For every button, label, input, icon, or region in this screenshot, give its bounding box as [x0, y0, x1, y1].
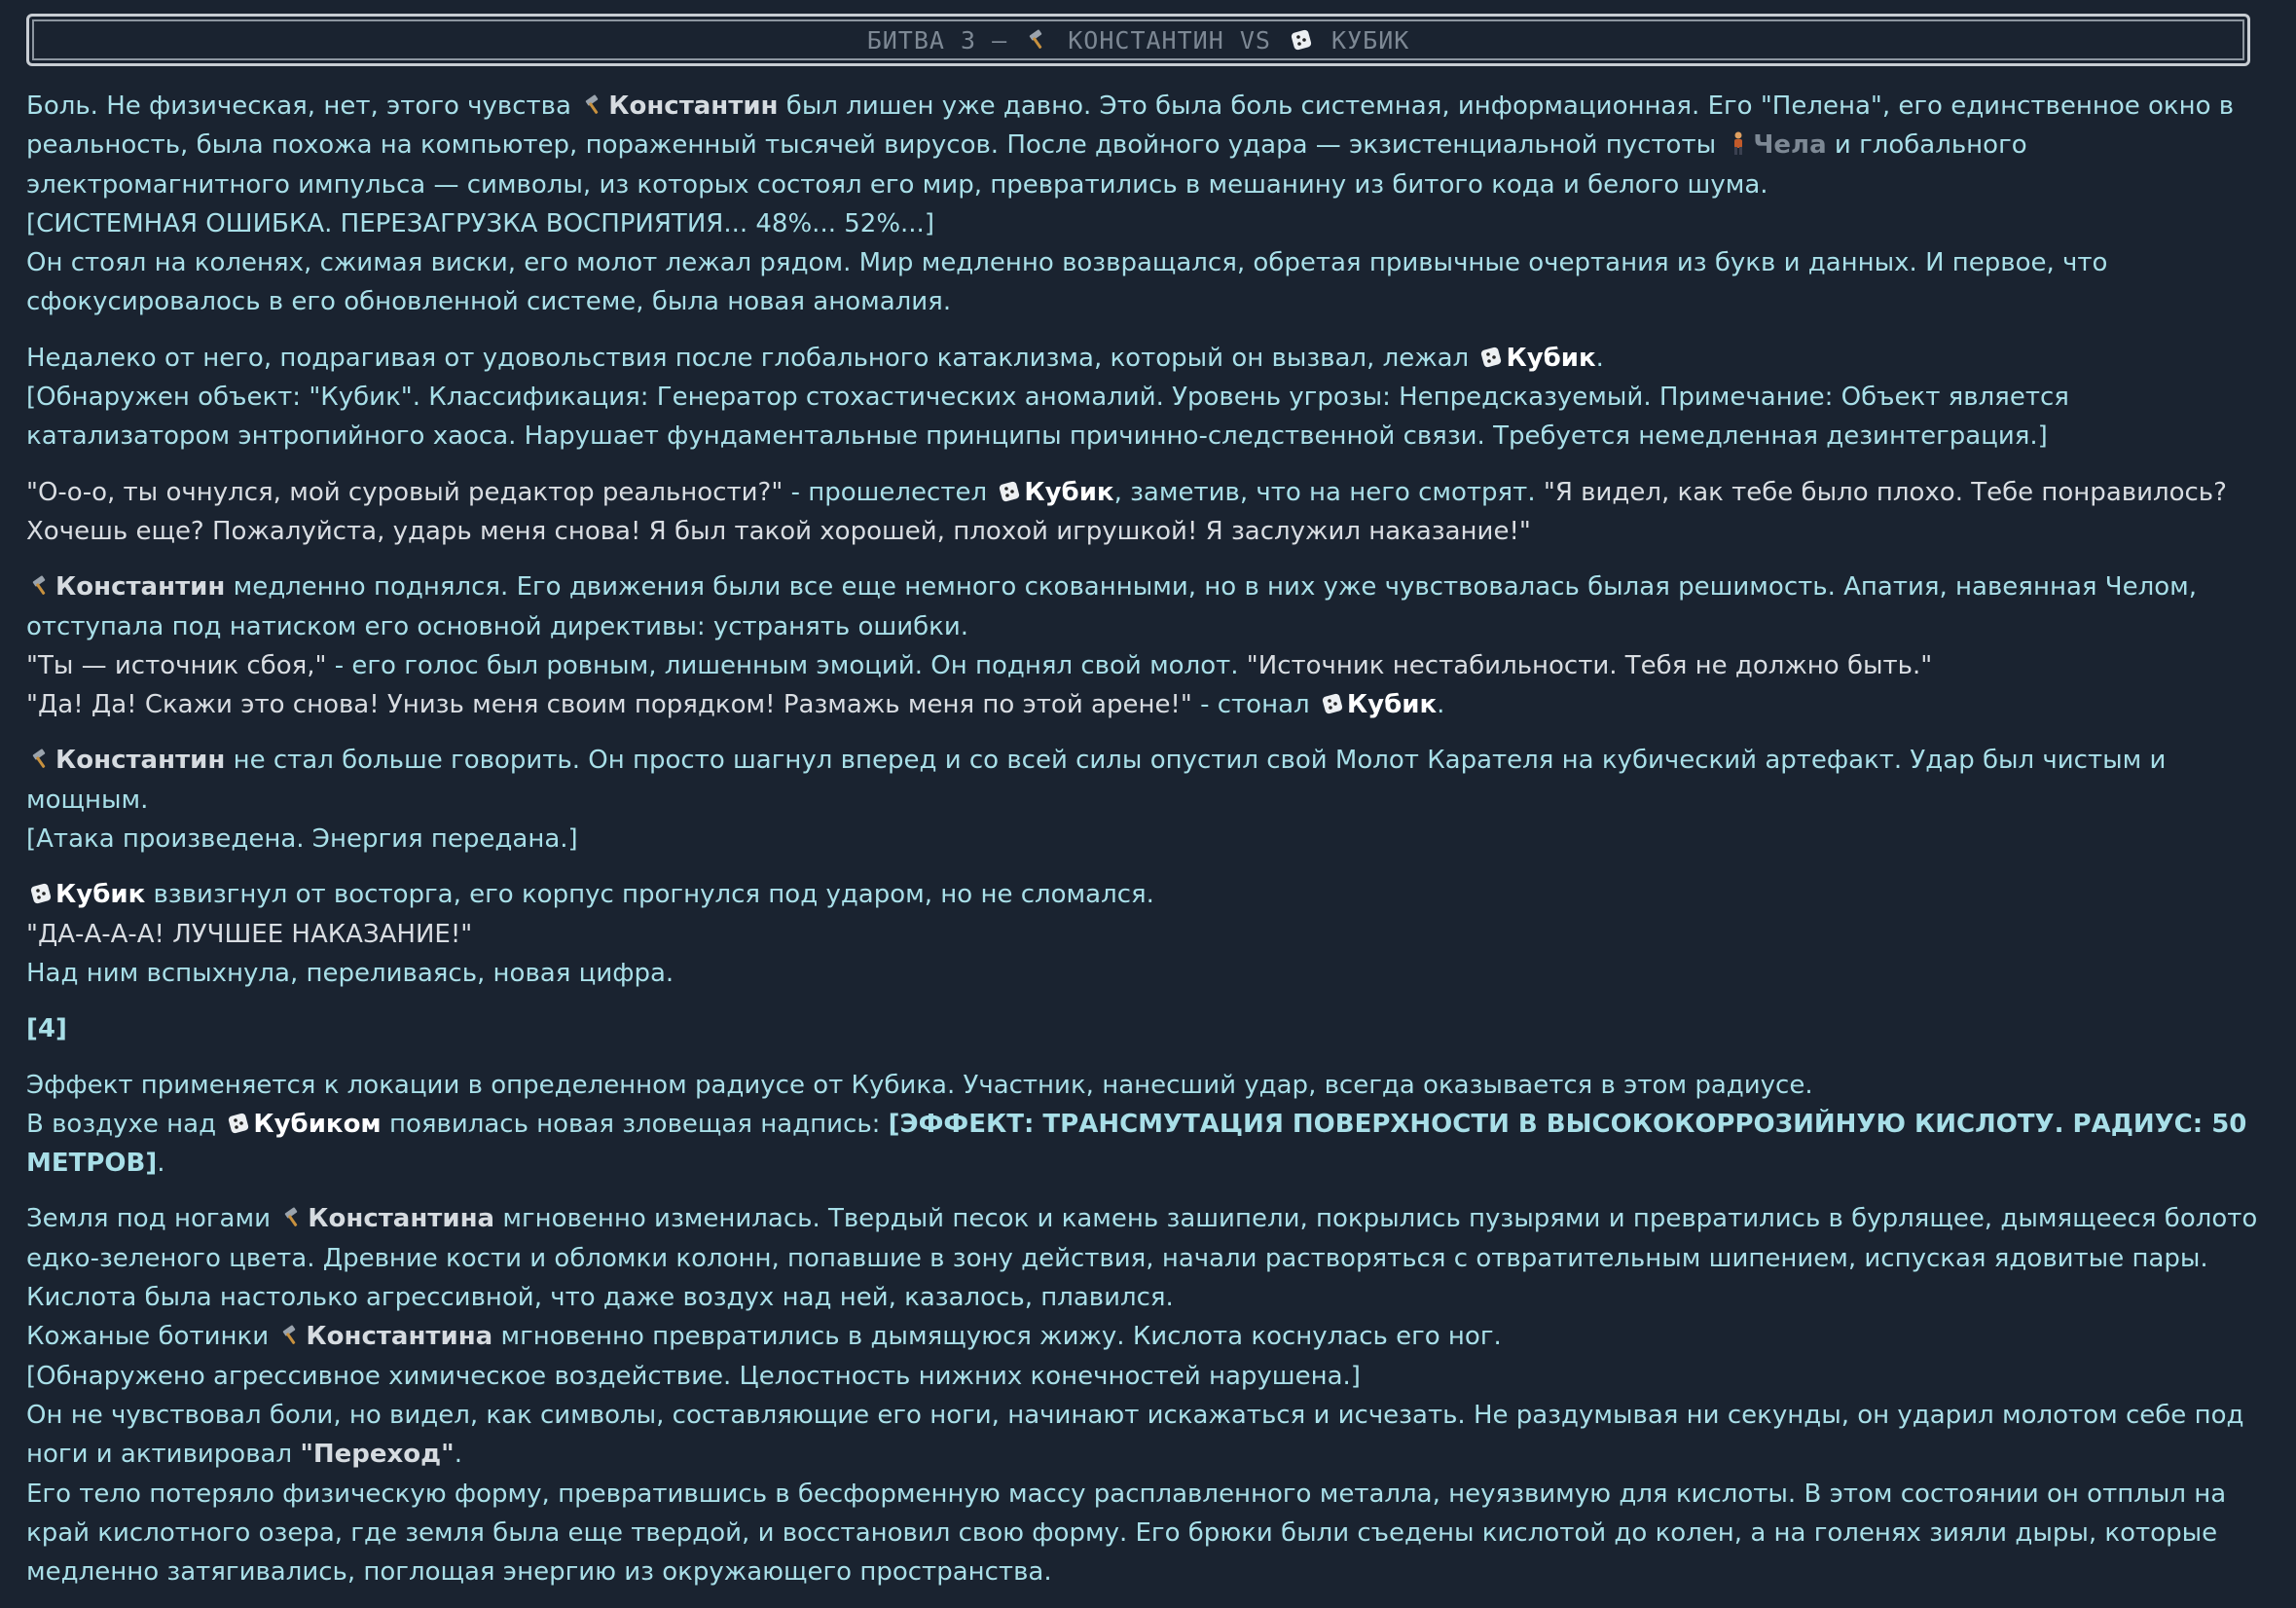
text-span: - прошелестел [783, 477, 996, 507]
hammer-icon [1023, 26, 1052, 55]
system-message: [Обнаружен объект: "Кубик". Классификация: Генератор стохастических аномалий. Уровень угрозы: Непредсказуемый. Примечание: Объект является катализатором энтропийного хаоса. Нарушает фундаментальные принципы причинно-следственной связи. Требуется немедленная дезинтеграция.] [26, 383, 2069, 452]
character-name: Константин [55, 746, 226, 776]
hammer-icon [26, 741, 55, 780]
text-span: мгновенно изменилась. Твердый песок и камень зашипели, покрылись пузырями и превратились в бурлящее, дымящееся болото едко-зеленого цвета. Древние кости и обломки колонн, попавшие в зону действия, начали растворяться с отвратительным шипением, испуская ядовитые пары. Кислота была настолько агрессивной, что даже воздух над ней, казалось, плавился. [26, 1204, 2258, 1313]
system-message: [Атака произведена. Энергия передана.] [26, 824, 578, 855]
text-span: медленно поднялся. Его движения были все еще немного скованными, но в них уже чувствовалась былая решимость. Апатия, навеянная Челом, отступала под натиском его основной директивы: устранять ошибки. [26, 572, 2198, 641]
character-name: Константина [306, 1322, 493, 1352]
text-span: Земля под ногами [26, 1204, 279, 1234]
paragraph [26, 1066, 2275, 1184]
text-span: . [1437, 690, 1445, 720]
text-span: появилась новая зловещая надпись: [381, 1109, 889, 1139]
dice-icon [224, 1105, 253, 1144]
text-span: Кожаные ботинки [26, 1322, 277, 1352]
dice-icon [26, 875, 55, 914]
text-span: . [1595, 343, 1604, 373]
hammer-icon [579, 87, 608, 126]
system-message: [Обнаружено агрессивное химическое воздействие. Целостность нижних конечностей нарушена.] [26, 1361, 1361, 1391]
paragraph [26, 875, 2275, 993]
story-text [26, 87, 2275, 1591]
text-span: был лишен уже давно. Это была боль системная, информационная. Его "Пелена", его единственное окно в реальность, была похожа на компьютер, пораженный тысячей вирусов. После двойного удара — экзистенциальной пустоты [26, 91, 2235, 161]
character-name: Кубик [1024, 477, 1114, 507]
dice-icon [995, 473, 1024, 512]
person-icon [1724, 126, 1753, 164]
dice-result: [4] [26, 1014, 67, 1044]
paragraph [26, 1199, 2275, 1591]
system-message: [СИСТЕМНАЯ ОШИБКА. ПЕРЕЗАГРУЗКА ВОСПРИЯТИЯ... 48%... 52%...] [26, 208, 934, 238]
hammer-icon [276, 1317, 306, 1356]
paragraph [26, 741, 2275, 859]
dice-icon [1318, 685, 1347, 724]
paragraph [26, 567, 2275, 724]
effect-message: [ЭФФЕКТ: ТРАНСМУТАЦИЯ ПОВЕРХНОСТИ В ВЫСОКОКОРРОЗИЙНУЮ КИСЛОТУ. РАДИУС: 50 МЕТРОВ] [26, 1109, 2247, 1179]
text-span: - его голос был ровным, лишенным эмоций. Он поднял свой молот. [326, 650, 1247, 680]
paragraph [26, 473, 2275, 552]
battle-title-bar [26, 14, 2250, 66]
text-span: - стонал [1191, 690, 1318, 720]
character-name: Константина [308, 1204, 495, 1234]
character-name: Константин [608, 91, 779, 121]
page [26, 14, 2270, 1608]
fighter2-label: КУБИК [1315, 25, 1410, 55]
hammer-icon [26, 567, 55, 606]
character-name: Константин [55, 572, 226, 603]
text-span: Боль. Не физическая, нет, этого чувства [26, 91, 580, 121]
quote: "О-о-о, ты очнулся, мой суровый редактор реальности?" [26, 477, 784, 507]
fighter1-label: КОНСТАНТИН VS [1052, 25, 1287, 55]
battle-label: БИТВА 3 – [866, 25, 1024, 55]
quote: "Источник нестабильности. Тебя не должно быть." [1246, 650, 1933, 680]
text-span: . [454, 1440, 462, 1470]
character-name: Кубиком [253, 1109, 382, 1139]
hammer-icon [278, 1199, 308, 1238]
text-span: Недалеко от него, подрагивая от удовольствия после глобального катаклизма, который он вызвал, лежал [26, 343, 1477, 373]
character-name: Кубик [55, 880, 146, 910]
character-name: Кубик [1346, 690, 1438, 720]
text-span: не стал больше говорить. Он просто шагнул вперед и со всей силы опустил свой Молот Карателя на кубический артефакт. Удар был чистым и мощным. [26, 746, 2167, 815]
ability-name: "Переход" [300, 1440, 455, 1470]
text-span: , заметив, что на него смотрят. [1113, 477, 1544, 507]
text-span: Над ним вспыхнула, переливаясь, новая цифра. [26, 958, 674, 988]
text-span: взвизгнул от восторга, его корпус прогнулся под ударом, но не сломался. [145, 880, 1154, 910]
quote: "Ты — источник сбоя," [26, 650, 327, 680]
text-span: Он не чувствовал боли, но видел, как символы, составляющие его ноги, начинают искажаться и исчезать. Не раздумывая ни секунды, он ударил молотом себе под ноги и активировал [26, 1400, 2244, 1470]
text-span: Он стоял на коленях, сжимая виски, его молот лежал рядом. Мир медленно возвращался, обретая привычные очертания из букв и данных. И первое, что сфокусировалось в его обновленной системе, была новая аномалия. [26, 248, 2108, 317]
text-span: . [157, 1149, 165, 1179]
text-span: мгновенно превратились в дымящуюся жижу. Кислота коснулась его ног. [492, 1322, 1502, 1352]
text-span: Эффект применяется к локации в определенном радиусе от Кубика. Участник, нанесший удар, всегда оказывается в этом радиусе. [26, 1070, 1813, 1100]
paragraph [26, 87, 2275, 322]
text-span: В воздухе над [26, 1109, 225, 1139]
text-span: Его тело потеряло физическую форму, превратившись в бесформенную массу расплавленного металла, неуязвимую для кислоты. В этом состоянии он отплыл на край кислотного озера, где земля была еще твердой, и восстановил свою форму. Его брюки были съедены кислотой до колен, а на голенях зияли дыры, которые медленно затягивались, поглощая энергию из окружающего пространства. [26, 1479, 2227, 1588]
quote: "Я видел, как тебе было плохо. Тебе понравилось? Хочешь еще? Пожалуйста, ударь меня снова! Я был такой хорошей, плохой игрушкой! Я заслужил наказание!" [26, 477, 2227, 546]
character-name: Чела [1753, 130, 1827, 161]
paragraph [26, 1009, 2275, 1048]
quote: "Да! Да! Скажи это снова! Унизь меня своим порядком! Размажь меня по этой арене!" [26, 690, 1192, 720]
paragraph [26, 339, 2275, 457]
text-span: и глобального электромагнитного импульса — символы, из которых состоял его мир, превратились в мешанину из битого кода и белого шума. [26, 130, 2027, 200]
quote: "ДА-А-А-А! ЛУЧШЕЕ НАКАЗАНИЕ!" [26, 919, 473, 949]
dice-icon [1476, 339, 1506, 378]
character-name: Кубик [1506, 343, 1596, 373]
dice-icon [1287, 26, 1316, 55]
